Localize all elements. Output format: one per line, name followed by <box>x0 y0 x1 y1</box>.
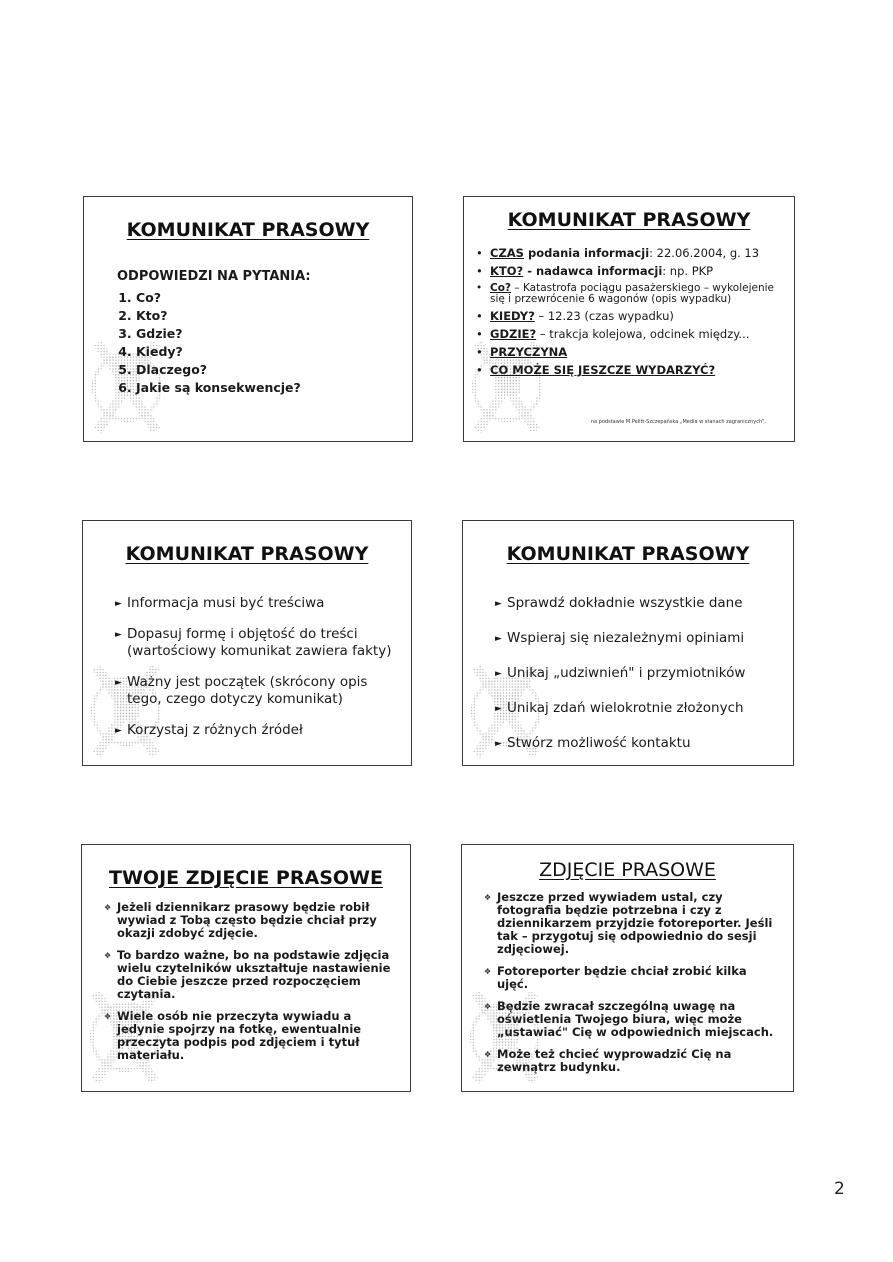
slide-title: ZDJĘCIE PRASOWE <box>539 859 716 881</box>
list-item: 1. Co? <box>136 289 301 307</box>
list-item: 3. Gdzie? <box>136 325 301 343</box>
list-item <box>490 364 784 377</box>
list-item: ► Stwórz możliwość kontaktu <box>495 735 779 752</box>
list-item: 2. Kto? <box>136 307 301 325</box>
list-item <box>490 310 784 323</box>
list-item: ❖ Wiele osób nie przeczyta wywiadu a jedynie spojrzy na fotkę, ewentualnie przeczyta podpis pod zdjęciem i tytuł materiału. <box>104 1010 398 1062</box>
item-desc: - nadawca informacji <box>523 264 663 278</box>
slide-2 <box>463 196 795 442</box>
photo-tips-list <box>104 901 398 1071</box>
list-item: ► Sprawdź dokładnie wszystkie dane <box>495 595 779 612</box>
slide-5 <box>81 844 411 1092</box>
list-item: ❖ Będzie zwracał szczególną uwagę na oświetlenia Twojego biura, więc może „ustawiać" Cię w odpowiednich miejscach. <box>484 1000 781 1039</box>
item-value: – trakcja kolejowa, odcinek między... <box>536 327 750 341</box>
slide-title: KOMUNIKAT PRASOWY <box>506 543 750 565</box>
list-item: ❖ Może też chcieć wyprowadzić Cię na zewnątrz budynku. <box>484 1048 781 1074</box>
item-key: PRZYCZYNA <box>490 345 568 359</box>
list-item <box>490 265 784 278</box>
list-item: ► Unikaj „udziwnień" i przymiotników <box>495 665 779 682</box>
item-key: CO MOŻE SIĘ JESZCZE WYDARZYĆ? <box>490 363 716 377</box>
slide-title: KOMUNIKAT PRASOWY <box>125 543 369 565</box>
item-key: GDZIE? <box>490 327 537 341</box>
slide-3 <box>82 520 412 766</box>
list-item: ❖ Jeżeli dziennikarz prasowy będzie robił wywiad z Tobą często będzie chciał przy okazji zdobyć zdjęcie. <box>104 901 398 940</box>
list-item <box>490 346 784 359</box>
item-key: CZAS <box>490 246 524 260</box>
list-item: ❖ To bardzo ważne, bo na podstawie zdjęcia wielu czytelników ukształtuje nastawienie do Ciebie jeszcze przed rozpoczęciem czytania. <box>104 949 398 1001</box>
item-key: KIEDY? <box>490 309 535 323</box>
list-item: ► Wspieraj się niezależnymi opiniami <box>495 630 779 647</box>
slide-title: KOMUNIKAT PRASOWY <box>126 219 370 241</box>
item-value: – 12.23 (czas wypadku) <box>534 309 674 323</box>
list-item: ► Korzystaj z różnych źródeł <box>115 722 397 739</box>
list-item: 4. Kiedy? <box>136 343 301 361</box>
item-key: KTO? <box>490 264 524 278</box>
info-list <box>478 247 784 382</box>
list-item <box>490 328 784 341</box>
slide-4 <box>462 520 794 766</box>
slide-title: KOMUNIKAT PRASOWY <box>507 209 751 231</box>
list-item: 5. Dlaczego? <box>136 361 301 379</box>
list-item <box>490 283 784 305</box>
slide-1 <box>83 196 413 442</box>
slide-subtitle: ODPOWIEDZI NA PYTANIA: <box>117 269 311 284</box>
tips-list <box>495 595 779 766</box>
page-number: 2 <box>834 1179 845 1199</box>
photo-tips-list <box>484 891 781 1083</box>
list-item: ► Unikaj zdań wielokrotnie złożonych <box>495 700 779 717</box>
source-note: na podstawie M.Pelitt-Szczepańska „Media w stanach zagranicznych", <box>590 419 766 425</box>
list-item: ❖ Jeszcze przed wywiadem ustal, czy fotografia będzie potrzebna i czy z dziennikarzem przyjdzie fotoreporter. Jeśli tak – przygotuj się odpowiednio do sesji zdjęciowej. <box>484 891 781 956</box>
item-value: : np. PKP <box>662 264 714 278</box>
item-value: : 22.06.2004, g. 13 <box>649 246 760 260</box>
tips-list <box>115 595 397 753</box>
list-item: 6. Jakie są konsekwencje? <box>136 379 301 397</box>
item-key: Co? <box>490 282 512 294</box>
list-item: ► Dopasuj formę i objętość do treści (wartościowy komunikat zawiera fakty) <box>115 626 397 660</box>
list-item: ❖ Fotoreporter będzie chciał zrobić kilka ujęć. <box>484 965 781 991</box>
item-value: – Katastrofa pociągu pasażerskiego – wykolejenie się i przewrócenie 6 wagonów (opis wypadku) <box>490 282 775 305</box>
slide-6 <box>461 844 794 1092</box>
slide-title: TWOJE ZDJĘCIE PRASOWE <box>109 867 383 889</box>
question-list <box>118 289 301 397</box>
item-desc: podania informacji <box>523 246 650 260</box>
list-item: ► Informacja musi być treściwa <box>115 595 397 612</box>
list-item <box>490 247 784 260</box>
list-item: ► Ważny jest początek (skrócony opis tego, czego dotyczy komunikat) <box>115 674 397 708</box>
